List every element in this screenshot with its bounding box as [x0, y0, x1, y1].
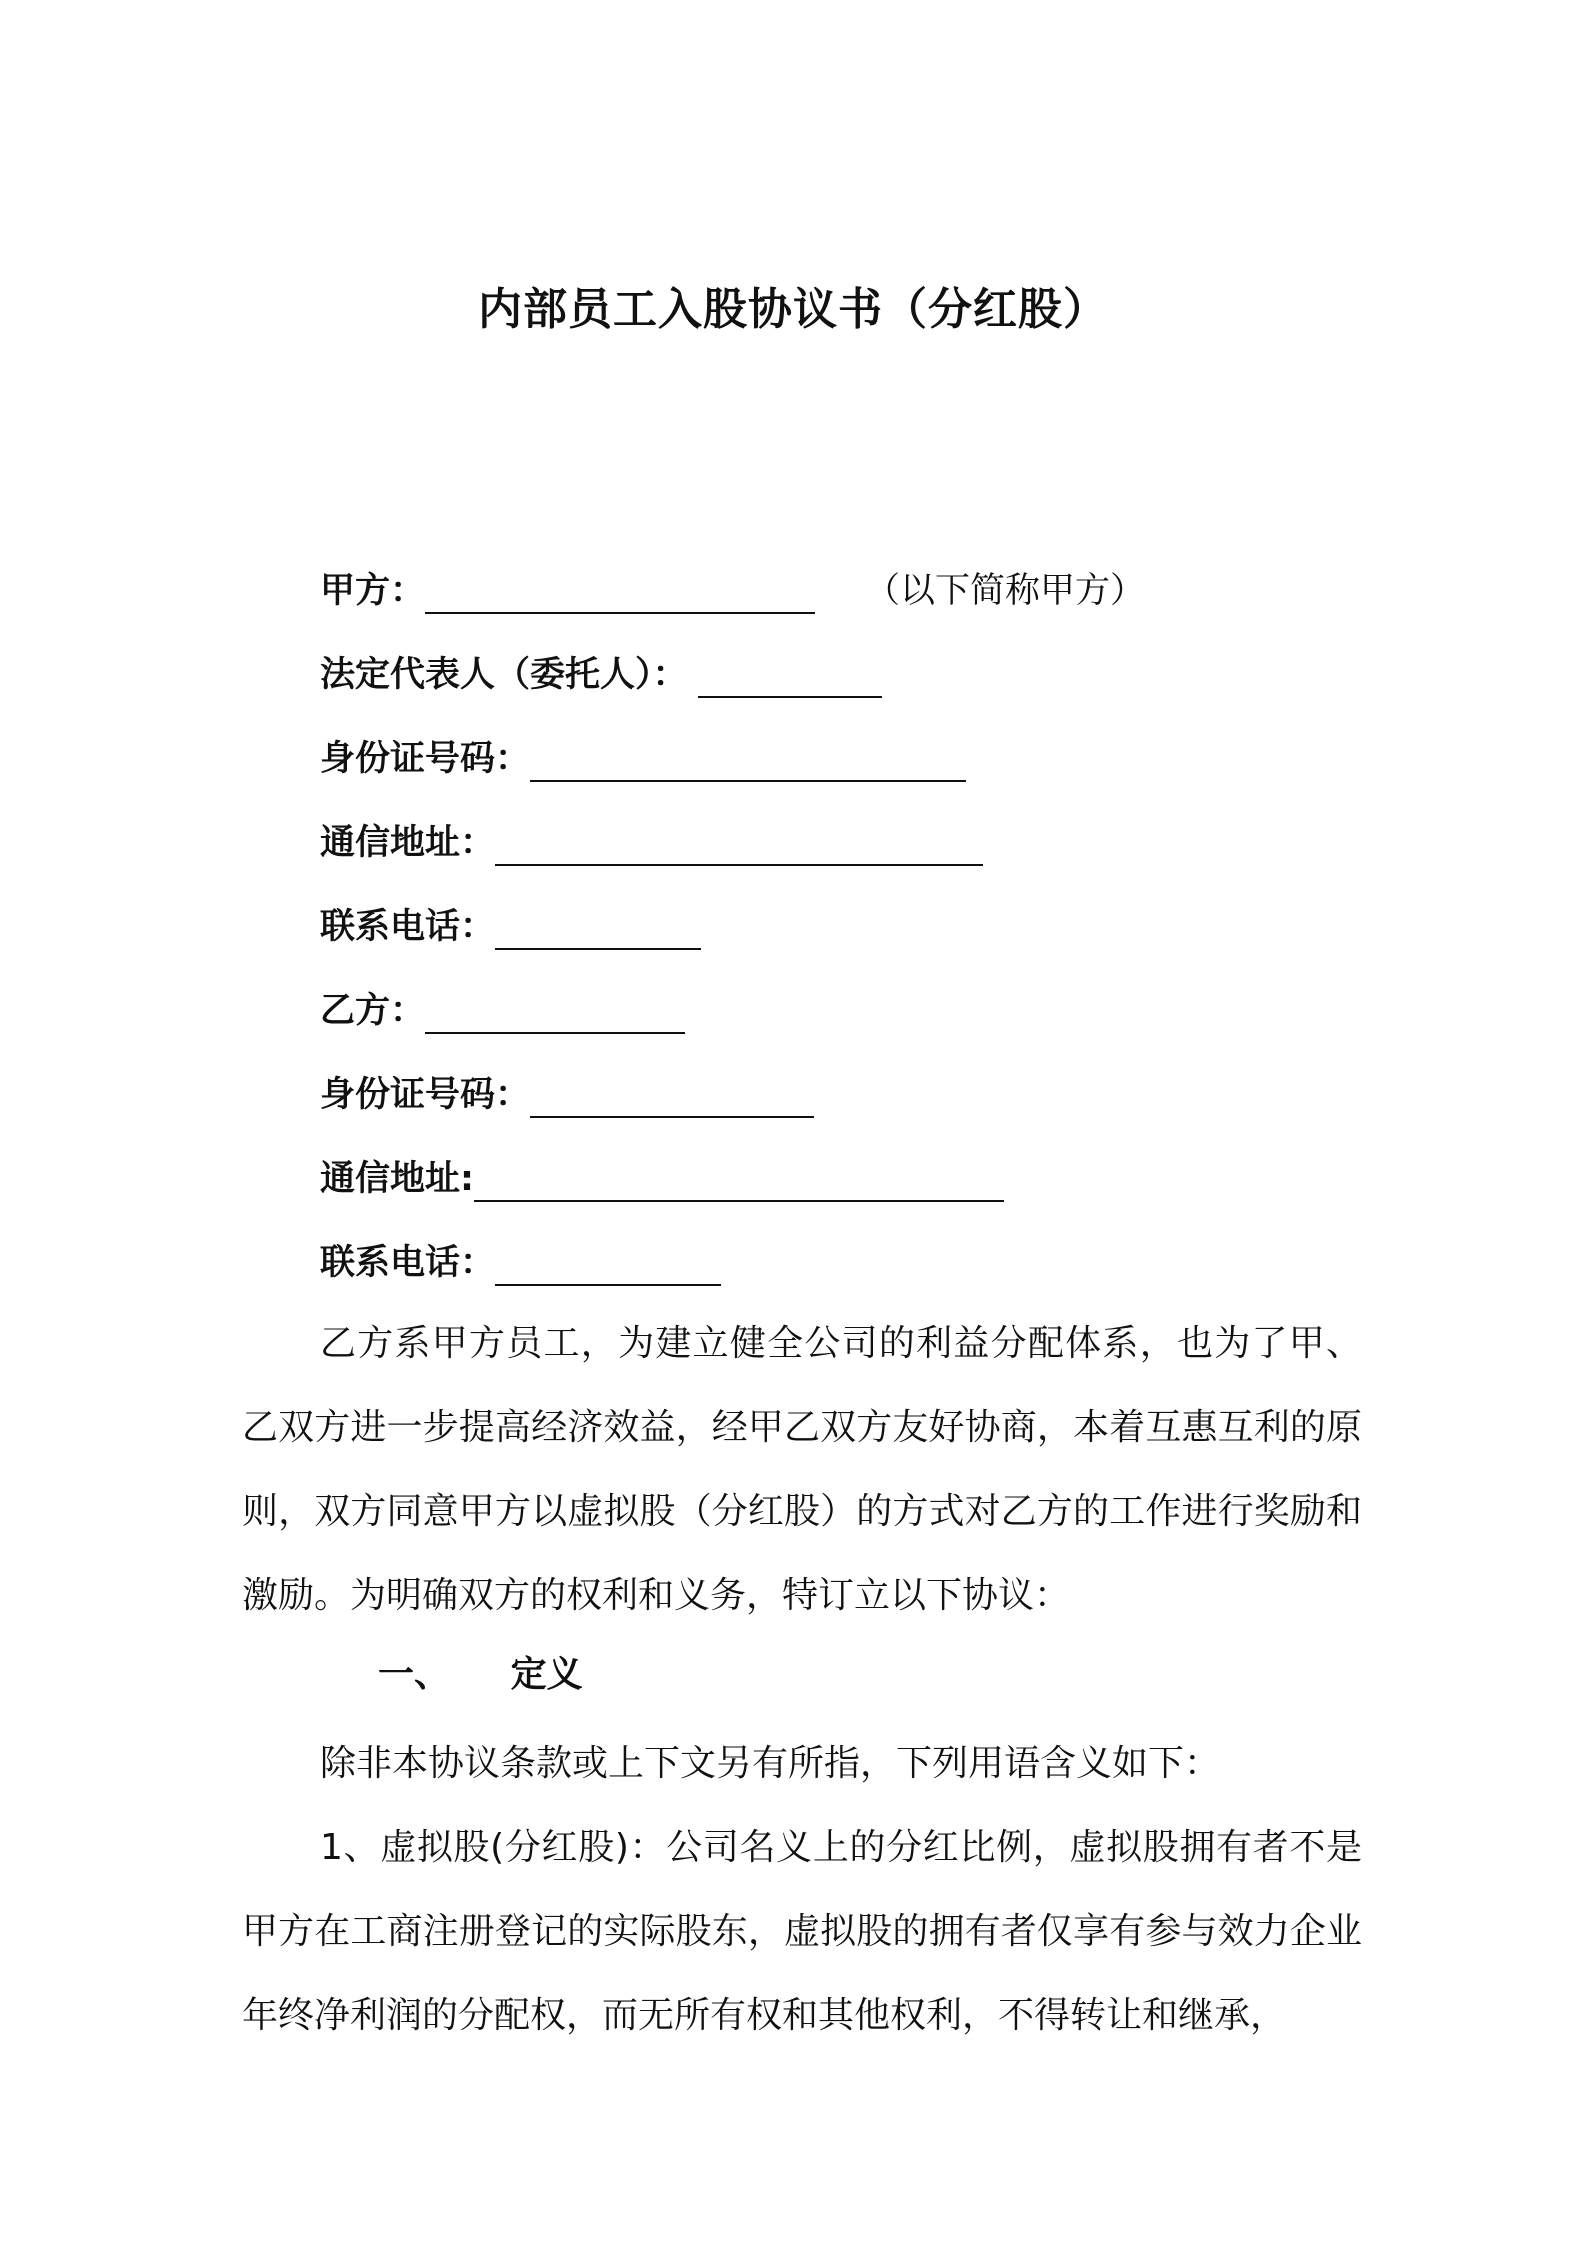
party-b-address-field	[320, 1144, 1004, 1204]
party-a-address-blank[interactable]	[495, 820, 983, 866]
party-b-address-blank[interactable]	[474, 1156, 1004, 1202]
party-b-phone-label: 联系电话：	[320, 1243, 496, 1283]
party-a-address-field	[320, 808, 983, 868]
definition-1-paragraph: 1、虚拟股(分红股)：公司名义上的分红比例，虚拟股拥有者不是甲方在工商注册登记的实际股东，虚拟股的拥有者仅享有参与效力企业年终净利润的分配权，而无所有权和其他权利，不得转让和继承，	[242, 1827, 1362, 2036]
party-b-field	[320, 976, 685, 1036]
party-b-id-label: 身份证号码：	[320, 1075, 531, 1115]
party-b-phone-field	[320, 1228, 721, 1288]
party-a-blank[interactable]	[425, 568, 815, 614]
party-a-label: 甲方：	[320, 571, 426, 611]
party-b-address-label: 通信地址:	[320, 1159, 474, 1199]
section-title: 定义	[510, 1654, 583, 1695]
party-a-phone-field	[320, 892, 701, 952]
party-a-id-field	[320, 724, 966, 784]
section-heading-definitions	[378, 1645, 583, 1705]
party-a-id-label: 身份证号码：	[320, 739, 531, 779]
definition-intro-paragraph: 除非本协议条款或上下文另有所指，下列用语含义如下：	[320, 1743, 1221, 1784]
legal-representative-field	[320, 640, 882, 700]
party-a-address-label: 通信地址：	[320, 823, 496, 863]
party-a-suffix: （以下简称甲方）	[865, 571, 1146, 611]
party-a-field	[320, 556, 1145, 616]
party-a-id-blank[interactable]	[530, 736, 966, 782]
intro-paragraph: 乙方系甲方员工，为建立健全公司的利益分配体系，也为了甲、乙双方进一步提高经济效益，经甲乙双方友好协商，本着互惠互利的原则，双方同意甲方以虚拟股（分红股）的方式对乙方的工作进行奖励和激励。为明确双方的权利和义务，特订立以下协议：	[242, 1323, 1362, 1616]
party-b-phone-blank[interactable]	[495, 1240, 721, 1286]
document-title: 内部员工入股协议书（分红股）	[478, 284, 1108, 335]
party-a-phone-blank[interactable]	[495, 904, 701, 950]
party-b-id-blank[interactable]	[530, 1072, 814, 1118]
legal-representative-label: 法定代表人（委托人）：	[320, 655, 688, 695]
party-a-phone-label: 联系电话：	[320, 907, 496, 947]
party-b-blank[interactable]	[425, 988, 685, 1034]
party-b-label: 乙方：	[320, 991, 426, 1031]
party-b-id-field	[320, 1060, 814, 1120]
section-number: 一、	[378, 1654, 451, 1695]
legal-representative-blank[interactable]	[698, 652, 882, 698]
